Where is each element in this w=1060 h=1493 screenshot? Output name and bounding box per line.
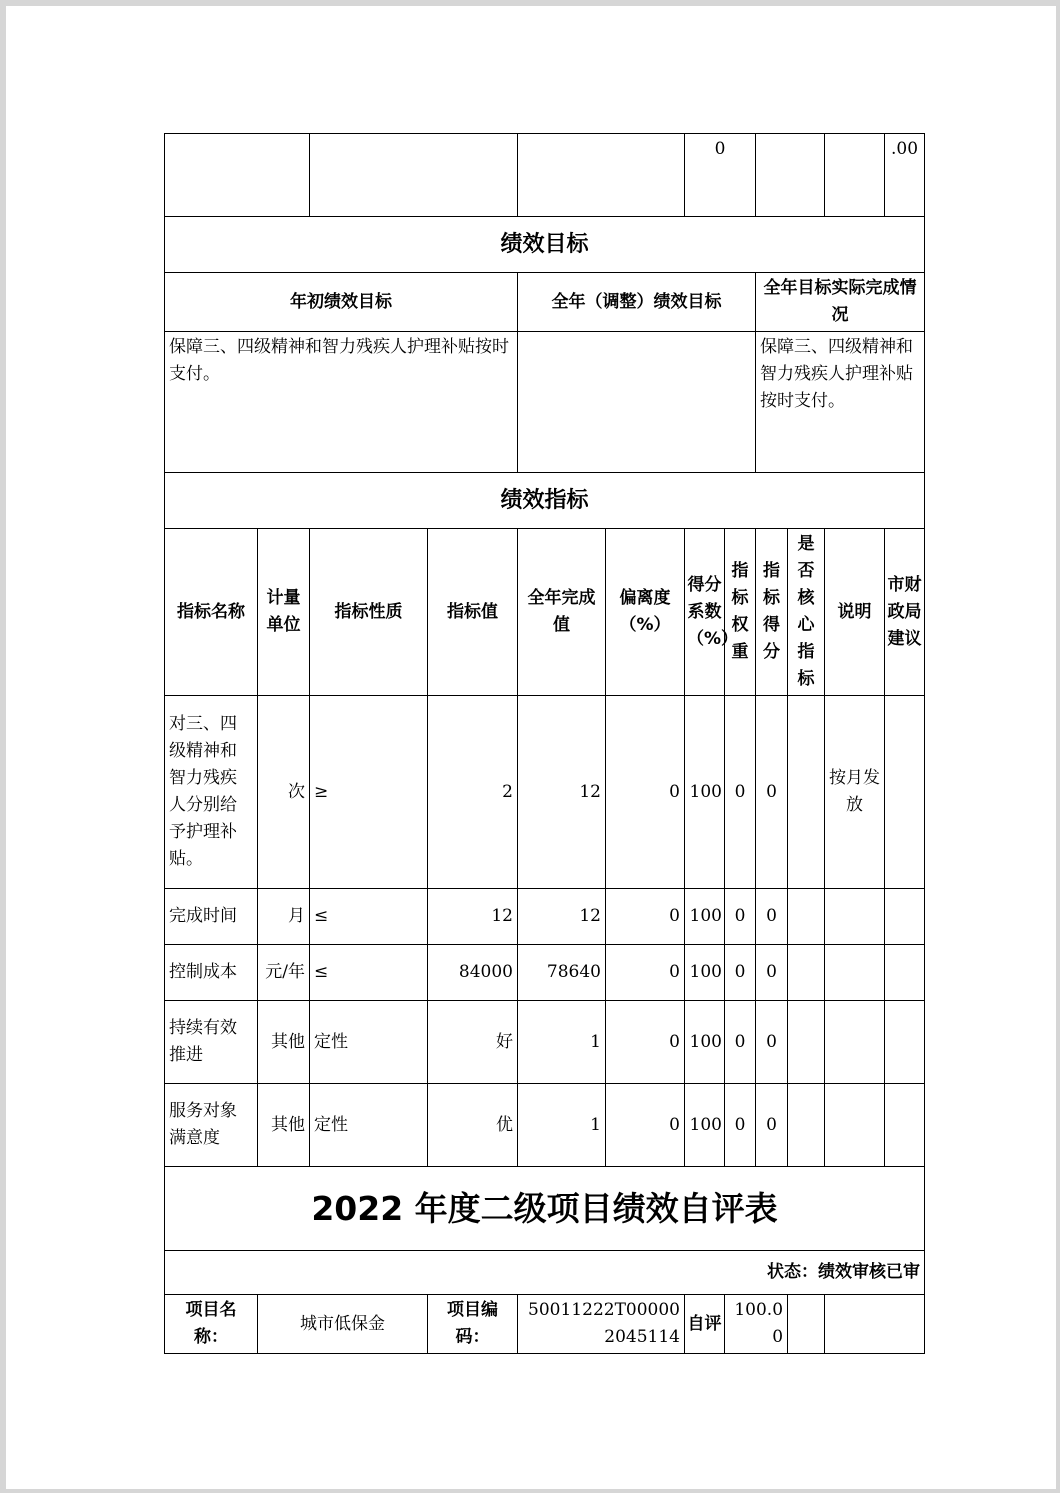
indicator-value: 好: [428, 1001, 518, 1084]
indicator-weight: 0: [725, 696, 756, 889]
indicator-completed: 1: [518, 1084, 606, 1167]
header-note: 说明: [825, 529, 885, 696]
indicator-nature: 定性: [310, 1001, 428, 1084]
indicator-advice: [885, 696, 925, 889]
top-cell-1: [165, 134, 310, 217]
status-label: 状态：绩效审核已审: [165, 1251, 925, 1295]
top-cell-4: 0: [685, 134, 756, 217]
indicator-score: 0: [756, 889, 788, 945]
indicator-name: 服务对象满意度: [165, 1084, 258, 1167]
project-code-value: 50011222T000002045114: [518, 1295, 685, 1354]
indicators-header-row: [165, 529, 925, 696]
header-deviation: 偏离度（%）: [606, 529, 685, 696]
indicator-core: [788, 889, 825, 945]
header-value: 指标值: [428, 529, 518, 696]
indicator-score-coef: 100: [685, 696, 725, 889]
indicator-unit: 其他: [258, 1001, 310, 1084]
self-eval-label: 自评: [685, 1295, 725, 1354]
top-cell-7: .00: [885, 134, 925, 217]
indicator-score: 0: [756, 1001, 788, 1084]
header-nature: 指标性质: [310, 529, 428, 696]
indicator-deviation: 0: [606, 696, 685, 889]
header-weight: 指标权重: [725, 529, 756, 696]
indicators-section-title: 绩效指标: [165, 473, 925, 529]
indicator-completed: 12: [518, 889, 606, 945]
indicator-deviation: 0: [606, 1001, 685, 1084]
header-indicator-name: 指标名称: [165, 529, 258, 696]
indicator-value: 84000: [428, 945, 518, 1001]
indicator-value: 优: [428, 1084, 518, 1167]
indicator-deviation: 0: [606, 945, 685, 1001]
indicator-advice: [885, 889, 925, 945]
indicator-row: [165, 889, 925, 945]
indicator-completed: 78640: [518, 945, 606, 1001]
indicator-score: 0: [756, 696, 788, 889]
indicator-row: [165, 1001, 925, 1084]
top-cell-6: [825, 134, 885, 217]
header-advice: 市财政局建议: [885, 529, 925, 696]
indicator-score-coef: 100: [685, 889, 725, 945]
project-code-label: 项目编码：: [428, 1295, 518, 1354]
indicator-value: 12: [428, 889, 518, 945]
goals-adjusted-text: [518, 332, 756, 473]
indicator-weight: 0: [725, 945, 756, 1001]
indicator-unit: 次: [258, 696, 310, 889]
indicator-row: [165, 1084, 925, 1167]
indicator-deviation: 0: [606, 889, 685, 945]
project-name-label: 项目名称：: [165, 1295, 258, 1354]
indicator-value: 2: [428, 696, 518, 889]
indicator-name: 完成时间: [165, 889, 258, 945]
indicator-nature: ≤: [310, 889, 428, 945]
header-completed: 全年完成值: [518, 529, 606, 696]
indicator-weight: 0: [725, 1084, 756, 1167]
indicator-name: 持续有效推进: [165, 1001, 258, 1084]
indicator-name: 控制成本: [165, 945, 258, 1001]
goals-header-actual: 全年目标实际完成情况: [756, 273, 925, 332]
indicator-advice: [885, 945, 925, 1001]
indicator-note: [825, 1001, 885, 1084]
indicator-note: [825, 1084, 885, 1167]
indicator-score: 0: [756, 1084, 788, 1167]
indicator-note: [825, 945, 885, 1001]
indicator-core: [788, 696, 825, 889]
indicator-weight: 0: [725, 1001, 756, 1084]
goals-initial-text: 保障三、四级精神和智力残疾人护理补贴按时支付。: [165, 332, 518, 473]
top-cell-3: [518, 134, 685, 217]
indicator-name: 对三、四级精神和智力残疾人分别给予护理补贴。: [165, 696, 258, 889]
indicator-unit: 其他: [258, 1084, 310, 1167]
goals-header-adjusted: 全年（调整）绩效目标: [518, 273, 756, 332]
form-title: 2022 年度二级项目绩效自评表: [165, 1167, 925, 1251]
indicator-nature: 定性: [310, 1084, 428, 1167]
top-continuation-row: [165, 134, 925, 217]
self-eval-score: 100.00: [725, 1295, 788, 1354]
indicator-score-coef: 100: [685, 945, 725, 1001]
header-score-coef: 得分系数（%）: [685, 529, 725, 696]
indicator-nature: ≤: [310, 945, 428, 1001]
indicator-note: 按月发放: [825, 696, 885, 889]
indicator-core: [788, 1084, 825, 1167]
blank-cell: [825, 1295, 925, 1354]
top-cell-5: [756, 134, 825, 217]
indicator-deviation: 0: [606, 1084, 685, 1167]
performance-table: [164, 133, 925, 1354]
top-cell-2: [310, 134, 518, 217]
indicator-completed: 12: [518, 696, 606, 889]
indicator-row: [165, 696, 925, 889]
indicator-score-coef: 100: [685, 1084, 725, 1167]
indicator-weight: 0: [725, 889, 756, 945]
indicator-note: [825, 889, 885, 945]
indicator-row: [165, 945, 925, 1001]
header-unit: 计量单位: [258, 529, 310, 696]
project-name-value: 城市低保金: [258, 1295, 428, 1354]
blank-cell: [788, 1295, 825, 1354]
goals-header-initial: 年初绩效目标: [165, 273, 518, 332]
goals-section-title: 绩效目标: [165, 217, 925, 273]
header-score: 指标得分: [756, 529, 788, 696]
indicator-advice: [885, 1084, 925, 1167]
header-core: 是否核心指标: [788, 529, 825, 696]
indicator-score: 0: [756, 945, 788, 1001]
indicator-nature: ≥: [310, 696, 428, 889]
indicator-core: [788, 1001, 825, 1084]
indicator-score-coef: 100: [685, 1001, 725, 1084]
project-info-row: [165, 1295, 925, 1354]
indicator-advice: [885, 1001, 925, 1084]
document-page: [6, 6, 1056, 1489]
indicator-unit: 元/年: [258, 945, 310, 1001]
indicator-completed: 1: [518, 1001, 606, 1084]
indicator-core: [788, 945, 825, 1001]
goals-actual-text: 保障三、四级精神和智力残疾人护理补贴按时支付。: [756, 332, 925, 473]
indicator-unit: 月: [258, 889, 310, 945]
